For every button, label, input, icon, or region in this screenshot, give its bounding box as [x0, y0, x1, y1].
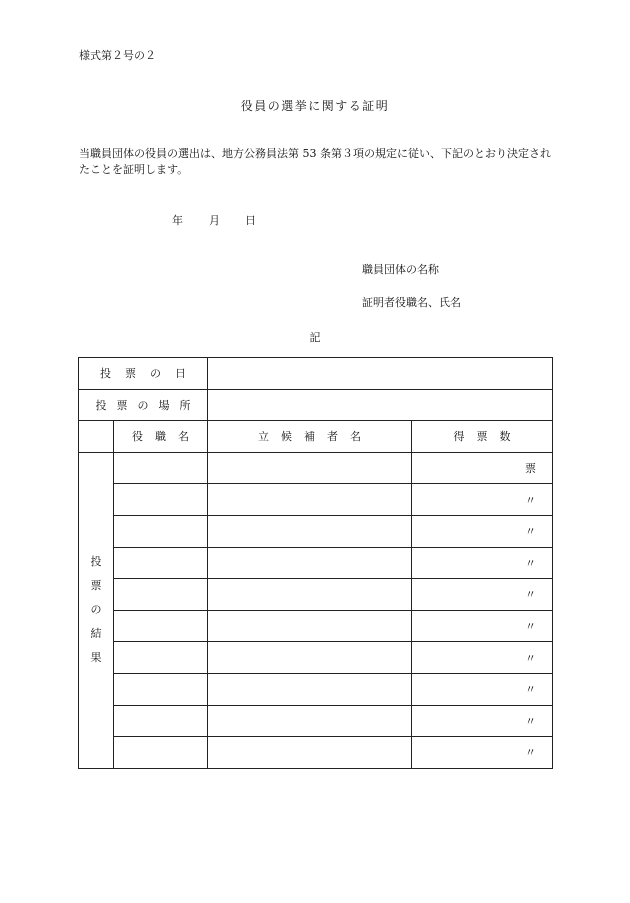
table-row — [79, 484, 553, 516]
candidate-cell[interactable] — [208, 705, 412, 737]
position-cell[interactable] — [114, 579, 208, 611]
candidate-cell[interactable] — [208, 452, 412, 484]
vote-date-label: 投票の日 — [79, 358, 208, 390]
candidate-column-header: 立候補者名 — [208, 421, 412, 453]
vote-date-value-cell[interactable] — [208, 358, 553, 390]
votes-cell[interactable]: 〃 — [412, 737, 553, 769]
votes-cell[interactable]: 〃 — [412, 705, 553, 737]
table-row — [79, 737, 553, 769]
table-row — [79, 515, 553, 547]
table-row — [79, 579, 553, 611]
date-year-label: 年 — [172, 214, 183, 227]
table-row — [79, 547, 553, 579]
date-line — [172, 212, 256, 228]
candidate-cell[interactable] — [208, 547, 412, 579]
form-number: 様式第２号の２ — [79, 49, 156, 62]
position-cell[interactable] — [114, 705, 208, 737]
vote-place-row — [79, 389, 553, 421]
position-cell[interactable] — [114, 737, 208, 769]
position-cell[interactable] — [114, 610, 208, 642]
vote-date-row — [79, 358, 553, 390]
candidate-cell[interactable] — [208, 579, 412, 611]
certifier-label: 証明者役職名、氏名 — [362, 296, 461, 309]
votes-cell[interactable]: 〃 — [412, 547, 553, 579]
header-blank-cell — [79, 421, 114, 453]
candidate-cell[interactable] — [208, 484, 412, 516]
document-title: 役員の選挙に関する証明 — [240, 99, 390, 113]
votes-cell[interactable]: 〃 — [412, 642, 553, 674]
vote-place-value-cell[interactable] — [208, 389, 553, 421]
position-cell[interactable] — [114, 547, 208, 579]
votes-cell[interactable]: 〃 — [412, 484, 553, 516]
votes-cell[interactable]: 〃 — [412, 673, 553, 705]
election-result-table — [78, 357, 553, 769]
position-cell[interactable] — [114, 484, 208, 516]
position-column-header: 役職名 — [114, 421, 208, 453]
column-header-row — [79, 421, 553, 453]
table-row — [79, 642, 553, 674]
votes-cell[interactable]: 票 — [412, 452, 553, 484]
results-label: 投 票 の 結 果 — [79, 452, 114, 768]
votes-cell[interactable]: 〃 — [412, 579, 553, 611]
candidate-cell[interactable] — [208, 642, 412, 674]
vote-place-label: 投票の場所 — [79, 389, 208, 421]
table-row — [79, 705, 553, 737]
candidate-cell[interactable] — [208, 515, 412, 547]
date-month-label: 月 — [209, 214, 220, 227]
position-cell[interactable] — [114, 452, 208, 484]
org-name-label: 職員団体の名称 — [362, 263, 439, 276]
position-cell[interactable] — [114, 673, 208, 705]
table-row — [79, 673, 553, 705]
position-cell[interactable] — [114, 515, 208, 547]
votes-column-header: 得票数 — [412, 421, 553, 453]
table-row — [79, 610, 553, 642]
ki-mark: 記 — [309, 331, 321, 344]
votes-cell[interactable]: 〃 — [412, 515, 553, 547]
candidate-cell[interactable] — [208, 610, 412, 642]
certification-statement: 当職員団体の役員の選出は、地方公務員法第 53 条第３項の規定に従い、下記のとおり決定されたことを証明します。 — [79, 147, 551, 176]
position-cell[interactable] — [114, 642, 208, 674]
votes-cell[interactable]: 〃 — [412, 610, 553, 642]
date-day-label: 日 — [245, 214, 256, 227]
candidate-cell[interactable] — [208, 673, 412, 705]
table-row — [79, 452, 553, 484]
candidate-cell[interactable] — [208, 737, 412, 769]
